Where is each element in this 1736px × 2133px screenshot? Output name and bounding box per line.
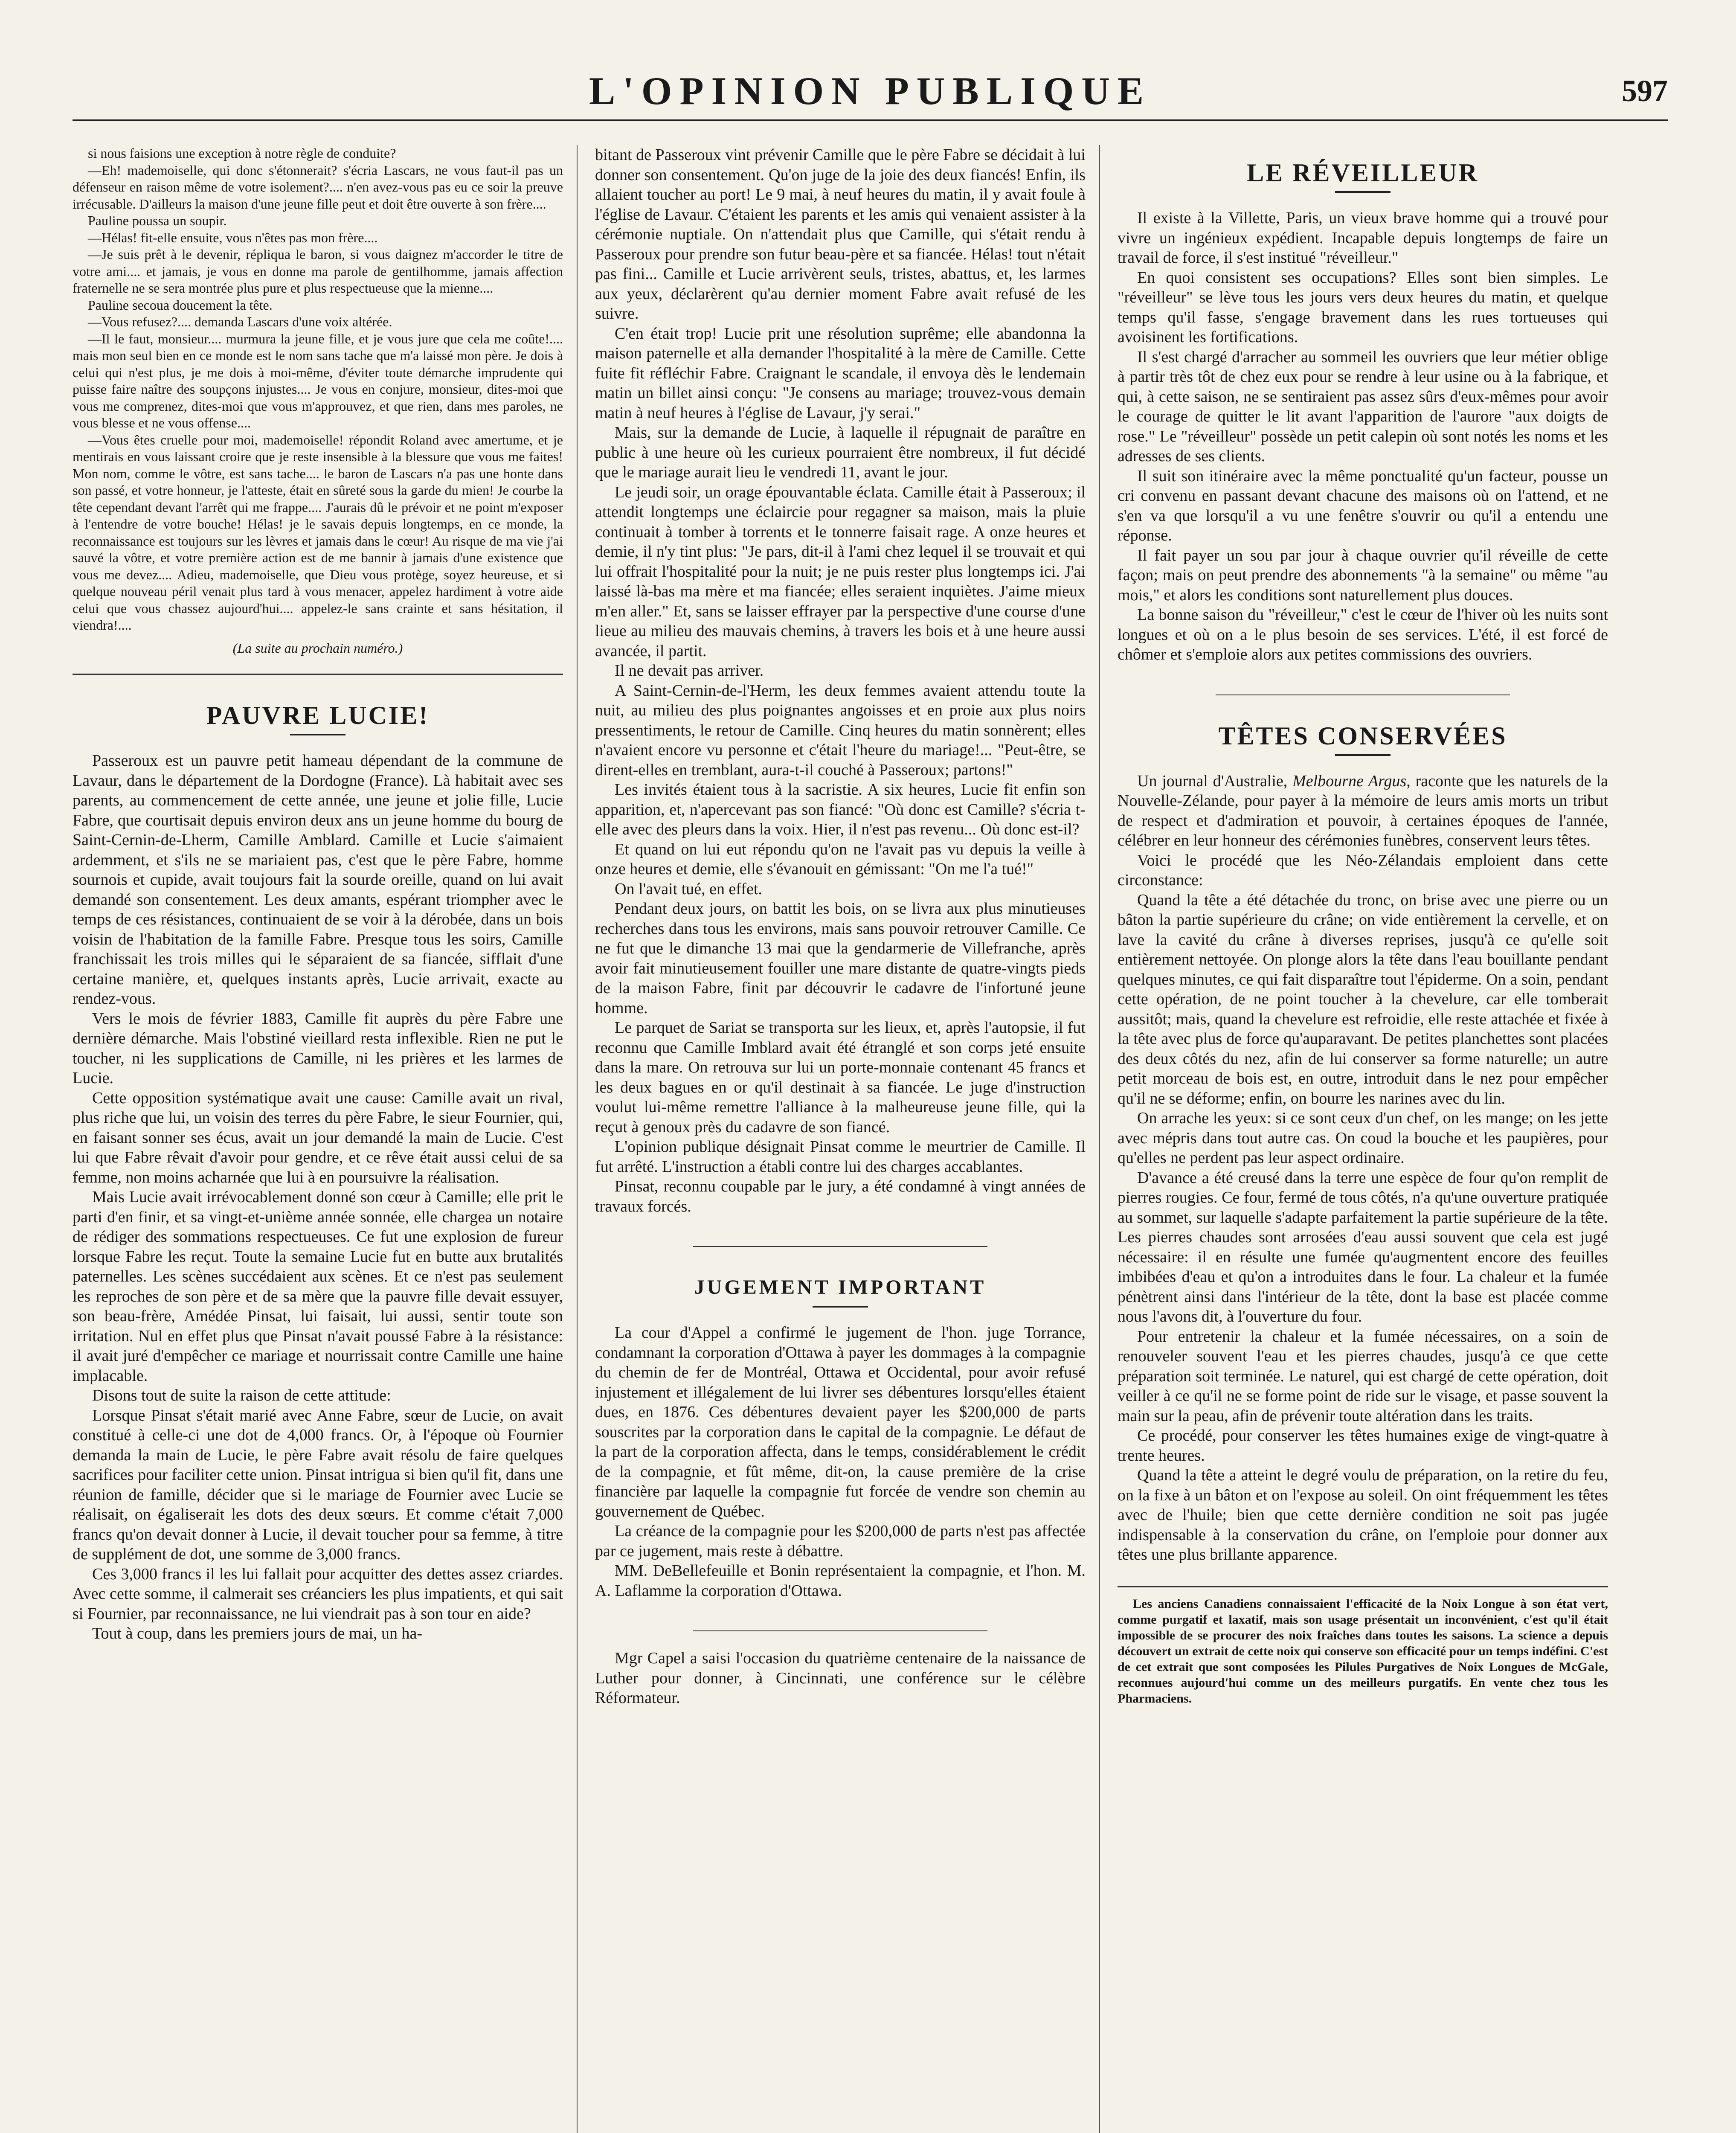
headline-ornament (290, 734, 345, 735)
column-1 (73, 145, 563, 2133)
paragraph: La cour d'Appel a confirmé le jugement de l'hon. juge Torrance, condamnant la corporation d'Ottawa à payer les dommages à la compagnie du chemin de fer de Montréal, Ottawa et Occidental, pour avoir refusé injustement et illégalement de lui livrer ses débentures lorsqu'elles étaient dues, en 1876. Ces débentures devaient payer les $200,000 de parts souscrites par la corporation dans le capital de la compagnie. Le défaut de la part de la corporation affecta, dans le temps, considérablement le crédit de la compagnie, et fût même, dit-on, la cause première de la crise financière par laquelle la compagnie fut forcée de vendre son chemin au gouvernement de Québec. (595, 1324, 1086, 1520)
column-2 (595, 145, 1086, 2133)
paragraph: Il fait payer un sou par jour à chaque ouvrier qu'il réveille de cette façon; mais on peut prendre des abonnements "à la semaine" ou même "au mois," et alors les conditions sont naturellement plus douces. (1118, 546, 1608, 604)
paragraph: —Hélas! fit-elle ensuite, vous n'êtes pas mon frère.... (88, 230, 378, 245)
paragraph: La créance de la compagnie pour les $200,000 de parts n'est pas affectée par ce jugement, mais reste à débattre. (595, 1522, 1086, 1560)
paragraph: Il s'est chargé d'arracher au sommeil les ouvriers que leur métier oblige à partir très tôt de chez eux pour se rendre à leur usine ou à la fabrique, et qui, à cette saison, ne se sentiraient pas assez sûrs d'eux-mêmes pour avoir le courage de quitter le lit avant l'apparition de l'aurore "aux doigts de rose." Le "réveilleur" possède un petit calepin où sont notés les noms et les adresses de ses clients. (1118, 348, 1608, 465)
paragraph: Il ne devait pas arriver. (615, 662, 764, 680)
page-number: 597 (1622, 74, 1668, 108)
paragraph: Pendant deux jours, on battit les bois, on se livra aux plus minutieuses recherches dans tous les environs, mais sans pouvoir retrouver Camille. Ce ne fut que le dimanche 13 mai que la gendarmerie de Villefranche, après avoir fait minutieusement fouiller une mare distante de quatre-vingts pieds de la maison Fabre, finit par découvrir le cadavre de l'infortuné jeune homme. (595, 900, 1086, 1017)
paragraph: Disons tout de suite la raison de cette attitude: (92, 1386, 391, 1404)
paragraph: D'avance a été creusé dans la terre une espèce de four qu'on remplit de pierres rougies. Ce four, fermé de tous côtés, n'a qu'une ouverture pratiquée au sommet, sur laquelle s'adapte parfaitement la partie supérieure de la tête. Les pierres chaudes sont arrosées d'eau aussi souvent que cela est jugé nécessaire: il en résulte une fumée qu'augmentent encore des feuilles imbibées d'eau et qu'on a introduites dans le four. La chaleur et la fumée pénètrent ainsi dans l'intérieur de la tête, dont la base est placée comme nous l'avons dit, à l'ouverture du four. (1118, 1168, 1608, 1325)
section-rule (693, 1246, 987, 1247)
newspaper-source: Melbourne Argus (1292, 772, 1407, 790)
advertisement (1118, 1596, 1608, 1706)
column-divider (577, 145, 578, 2133)
section-rule (1118, 1586, 1608, 1587)
paragraph: Le parquet de Sariat se transporta sur les lieux, et, après l'autopsie, il fut reconnu que Camille Imblard avait été étranglé et son corps jeté ensuite dans la mare. On retrouva sur lui un porte-monnaie contenant 45 francs et les deux bagues en or qu'il destinait à sa fiancée. Le juge d'instruction voulut lui-même remettre l'alliance à la malheureuse jeune fille, qui la reçut à genoux près du cadavre de son fiancé. (595, 1019, 1086, 1136)
paragraph: On l'avait tué, en effet. (615, 880, 762, 898)
paragraph: Et quand on lui eut répondu qu'on ne l'avait pas vu depuis la veille à onze heures et demie, elle s'évanouit en gémissant: "On me l'a tué!" (595, 840, 1086, 878)
paragraph: Vers le mois de février 1883, Camille fit auprès du père Fabre une dernière démarche. Mais l'obstiné vieillard resta inflexible. Rien ne put le toucher, ni les supplications de Camille, ni les prières et les larmes de Lucie. (73, 1009, 563, 1087)
paragraph: —Eh! mademoiselle, qui donc s'étonnerait? s'écria Lascars, ne vous faut-il pas un défenseur en raison même de votre isolement?.... n'en avez-vous pas eu ce soir la preuve irrécusable. D'ailleurs la maison d'une jeune fille peut et doit être ouverte à son frère.... (73, 162, 563, 212)
paragraph: Quand la tête a été détachée du tronc, on brise avec une pierre ou un bâton la partie supérieure du crâne; on vide entièrement la cervelle, et on lave la cavité du crâne à diverses reprises, jusqu'à ce qu'elle soit entièrement nettoyée. On plonge alors la tête dans l'eau bouillante pendant quelques minutes, ce qui fait disparaître tout l'épiderme. On a soin, pendant cette opération, de ne point toucher à la chevelure, car elle tomberait aussitôt; mais, quand la chevelure est refroidie, elle reste attachée et fixée à la tête avec plus de force qu'auparavant. De petites planchettes sont placées des deux côtés du nez, afin de lui conserver sa forme naturelle; un autre petit morceau de bois est, en outre, introduit dans le nez pour empêcher qu'il ne se déforme; enfin, on bourre les narines avec du lin. (1118, 891, 1608, 1107)
article-body (595, 1323, 1086, 1601)
paragraph: Il suit son itinéraire avec la même ponctualité qu'un facteur, pousse un cri convenu en passant devant chacune des maisons où on l'attend, et ne s'en va que lorsqu'il a vu une fenêtre s'ouvrir ou qu'il a entendu une réponse. (1118, 467, 1608, 544)
section-rule (693, 1630, 987, 1631)
paragraph-intro (1118, 771, 1608, 851)
to-be-continued: (La suite au prochain numéro.) (232, 640, 403, 656)
paragraph: Passeroux est un pauvre petit hameau dépendant de la commune de Lavaur, dans le département de la Dordogne (France). Là habitait avec ses parents, au commencement de cette année, une jeune et jolie fille, Lucie Fabre, que courtisait depuis environ deux ans un jeune homme du bourg de Saint-Cernin-de-Lherm, Camille Amblard. Camille et Lucie s'aimaient ardemment, et s'ils ne se mariaient pas, c'est que le père Fabre, homme sournois et cupide, avait toujours fait la sourde oreille, quand on lui avait demandé son consentement. Les deux amants, espérant triompher avec le temps de ces résistances, continuaient de se voir à la dérobée, dans un bois voisin de l'habitation de la famille Fabre. Presque tous les soirs, Camille franchissait les trois milles qui le séparaient de sa fiancée, sifflait d'une certaine manière, et, quelques instants après, Lucie arrivait, exacte au rendez-vous. (73, 752, 563, 1008)
paragraph: On arrache les yeux: si ce sont ceux d'un chef, on les mange; on les jette avec mépris dans tout autre cas. On coud la bouche et les paupières, pour qu'elles ne perdent pas leur aspect ordinaire. (1118, 1109, 1608, 1167)
headline-ornament (1335, 191, 1391, 193)
paragraph: Mais Lucie avait irrévocablement donné son cœur à Camille; elle prit le parti d'en finir, et sa vingt-et-unième année sonnée, elle chargea un notaire de rédiger des sommations respectueuses. Ce fut une explosion de fureur lorsque Fabre les reçut. Toute la semaine Lucie fut en butte aux brutalités paternelles. Les scènes succédaient aux scènes. Et ce n'est pas seulement les reproches de son père et de sa mère que la pauvre fille devait essuyer, son beau-frère, Amédée Pinsat, lui faisait, lui aussi, sentir toute son irritation. Nul en effet plus que Pinsat n'avait poussé Fabre à la résistance: il avait juré d'empêcher ce mariage et nourrissait contre Camille une haine implacable. (73, 1188, 563, 1385)
paragraph: Il existe à la Villette, Paris, un vieux brave homme qui a trouvé pour vivre un ingénieux expédient. Incapable depuis longtemps de faire un travail de force, il s'est institué "réveilleur." (1118, 209, 1608, 267)
article-headline: LE RÉVEILLEUR (1247, 159, 1479, 187)
paragraph: —Vous êtes cruelle pour moi, mademoiselle! répondit Roland avec amertume, et je mentirais en vous laissant croire que je reste insensible à la blessure que vous me faites! Mon nom, comme le vôtre, est sans tache.... le baron de Lascars n'a pas une honte dans son passé, et votre honneur, je l'atteste, était en sûreté sous la garde du mien! Je courbe la tête cependant devant l'arrêt qui me frappe.... J'aurais dû le prévoir et ne point m'exposer à l'entendre de votre bouche! Hélas! je le savais depuis longtemps, en ce monde, la reconnaissance est toujours sur les lèvres et jamais dans le cœur! Au risque de ma vie j'ai sauvé la vôtre, et votre première action est de me bannir à jamais d'une existence que vous me devez.... Adieu, mademoiselle, que Dieu vous protège, soyez heureuse, et si quelque nouveau péril venait plus tard à vous menacer, appelez hardiment à votre aide celui que vous chassez aujourd'hui.... appelez-le sans crainte et sans hésitation, il viendra!.... (73, 432, 563, 633)
paragraph: La bonne saison du "réveilleur," c'est le cœur de l'hiver où les nuits sont longues et où on a le plus besoin de ses services. L'été, il est forcé de chômer et s'emploie alors aux petites commissions des ouvriers. (1118, 606, 1608, 663)
column-divider (1099, 145, 1100, 2133)
paragraph: MM. DeBellefeuille et Bonin représentaient la compagnie, et l'hon. M. A. Laflamme la corporation d'Ottawa. (595, 1562, 1086, 1600)
serial-continuation (73, 145, 563, 657)
paragraph: Pauline secoua doucement la tête. (88, 297, 273, 313)
ad-text-part: , reconnues aujourd'hui comme un des meilleurs purgatifs. En vente chez tous les Pharmaciens. (1118, 1659, 1608, 1706)
paragraph: —Je suis prêt à le devenir, répliqua le baron, si vous daignez m'accorder le titre de votre ami.... et jamais, je vous en donne ma parole de gentilhomme, jamais affection fraternelle ne se sera montrée plus pure et plus respectueuse que la mienne.... (73, 247, 563, 296)
article-headline: JUGEMENT IMPORTANT (694, 1276, 987, 1299)
paragraph: Pauline poussa un soupir. (88, 213, 227, 228)
article-body (595, 145, 1086, 1216)
paragraph: Tout à coup, dans les premiers jours de mai, un ha- (92, 1624, 423, 1642)
intro-text: , raconte que les naturels de la Nouvelle-Zélande, pour payer à la mémoire de leurs amis morts un tribut de respect et d'admiration et pouvoir, à certaines époques de l'année, célébrer en leur honneur des cérémonies funèbres, conservent leurs têtes. (1118, 772, 1608, 849)
article-headline: PAUVRE LUCIE! (206, 701, 430, 729)
article-body (1118, 208, 1608, 665)
newspaper-title: L'OPINION PUBLIQUE (589, 69, 1152, 113)
paragraph: Ce procédé, pour conserver les têtes humaines exige de vingt-quatre à trente heures. (1118, 1427, 1608, 1465)
paragraph: Cette opposition systématique avait une cause: Camille avait un rival, plus riche que lui, un voisin des terres du père Fabre, le sieur Fournier, qui, en faisant sonner ses écus, avait un jour demandé la main de Lucie. C'est lui que Fabre rêvait d'avoir pour gendre, et ce rêve était aussi celui de sa femme, non moins acharnée que lui à en poursuivre la réalisation. (73, 1089, 563, 1186)
article-body (73, 751, 563, 1644)
masthead (73, 64, 1668, 121)
ad-text (1118, 1596, 1608, 1706)
ad-text-part: Les anciens Canadiens connaissaient l'efficacité de la Noix Longue à son état vert, comme purgatif et laxatif, mais son usage présentait un inconvénient, c'est qu'il était impossible de se procurer des noix fraîches dans toutes les saisons. La science a depuis découvert un extrait de cette noix qui conserve son efficacité pour un temps indéfini. C'est de cet extrait que sont composées les Pilules Purgatives de Noix Longues de (1118, 1596, 1608, 1674)
article-body (1118, 771, 1608, 1565)
paragraph: Pour entretenir la chaleur et la fumée nécessaires, on a soin de renouveler souvent l'eau et les pierres chaudes, jusqu'à ce que cette préparation soit terminée. Le naturel, qui est chargé de cette opération, doit veiller à ce qu'il ne se forme point de ride sur le visage, et passe souvent la main sur la peau, afin de prévenir toute altération dans les traits. (1118, 1327, 1608, 1425)
paragraph: En quoi consistent ses occupations? Elles sont bien simples. Le "réveilleur" se lève tous les jours vers deux heures du matin, et quelque temps qu'il fasse, s'engage bravement dans les rues tortueuses qui avoisinent les fortifications. (1118, 268, 1608, 346)
paragraph: A Saint-Cernin-de-l'Herm, les deux femmes avaient attendu toute la nuit, au milieu des plus poignantes angoisses et en proie aux plus noirs pressentiments, le retour de Camille. Cinq heures du matin sonnèrent; elles n'avaient encore vu personne et c'était l'heure du mariage!... "Peut-être, se dirent-elles en tremblant, aura-t-il couché à Passeroux; partons!" (595, 681, 1086, 779)
ad-brand: McGale (1559, 1659, 1605, 1674)
paragraph: C'en était trop! Lucie prit une résolution suprême; elle abandonna la maison paternelle et alla demander l'hospitalité à la mère de Camille. Cette fuite fit réfléchir Fabre. Craignant le scandale, il envoya dès le lendemain matin un billet ainsi conçu: "Je consens au mariage; trouvez-vous demain matin à neuf heures à l'église de Lavaur, j'y serai." (595, 324, 1086, 422)
paragraph: Les invités étaient tous à la sacristie. A six heures, Lucie fit enfin son apparition, et, n'apercevant pas son fiancé: "Où donc est Camille? s'écria t-elle avec des pleurs dans la voix. Hier, il n'est pas revenu... Où donc est-il? (595, 781, 1086, 838)
paragraph: Voici le procédé que les Néo-Zélandais emploient dans cette circonstance: (1118, 851, 1608, 889)
intro-text: Un journal d'Australie, (1137, 772, 1293, 790)
paragraph: Quand la tête a atteint le degré voulu de préparation, on la retire du feu, on la fixe à un bâton et on l'expose au soleil. On oint fréquemment les têtes avec de l'huile; bien que cette dernière condition ne soit pas jugée indispensable à la conservation du crâne, on l'emploie pour donner aux têtes une plus brillante apparence. (1118, 1466, 1608, 1563)
section-rule (73, 674, 563, 675)
column-3 (1118, 145, 1608, 2133)
paragraph: —Il le faut, monsieur.... murmura la jeune fille, et je vous jure que cela me coûte!.... mais mon seul bien en ce monde est le nom sans tache que m'a laissé mon père. Je dois à celui qui n'est plus, je me dois à moi-même, d'éviter toute démarche imprudente qui puisse faire naître des soupçons injustes.... Je vous en conjure, monsieur, dites-moi que vous me comprenez, dites-moi que vous m'approuvez, et que rien, dans mes paroles, ne vous blesse et ne vous offense.... (73, 331, 563, 430)
paragraph: bitant de Passeroux vint prévenir Camille que le père Fabre se décidait à lui donner son consentement. Qu'on juge de la joie des deux fiancés! Enfin, ils allaient toucher au port! Le 9 mai, à neuf heures du matin, il y avait foule à l'église de Lavaur. C'étaient les parents et les amis qui venaient assister à la cérémonie nuptiale. On n'attendait plus que Camille, qui s'était rendu à Passeroux pour prendre son futur beau-père et sa fiancée. Hélas! tout n'était pas fini... Camille et Lucie arrivèrent seuls, tristes, abattus, et, les larmes aux yeux, déclarèrent qu'au dernier moment Fabre avait refusé de les suivre. (595, 146, 1086, 323)
paragraph: Ces 3,000 francs il les lui fallait pour acquitter des dettes assez criardes. Avec cette somme, il calmerait ses créanciers les plus impatients, et qui sait si Fournier, par reconnaissance, ne lui viendrait pas à son tour en aide? (73, 1565, 563, 1623)
article-headline: TÊTES CONSERVÉES (1218, 721, 1507, 750)
headline-ornament (813, 1306, 868, 1308)
paragraph: si nous faisions une exception à notre règle de conduite? (88, 145, 396, 161)
paragraph: Le jeudi soir, un orage épouvantable éclata. Camille était à Passeroux; il attendit longtemps une éclaircie pour regagner sa maison, mais la pluie continuait à tomber à torrents et le tonnerre faisait rage. A onze heures et demie, il n'y tint plus: "Je pars, dit-il à l'ami chez lequel il se trouvait et qui lui offrait l'hospitalité pour la nuit; je ne puis rester plus longtemps ici. J'ai laissé là-bas ma mère et ma fiancée; elles seraient inquiètes. J'aime mieux m'en aller." Et, sans se laisser effrayer par la perspective d'une course d'une lieue au milieu des mauvais chemins, à travers les bois et à une heure aussi avancée, il partit. (595, 483, 1086, 660)
paragraph: Lorsque Pinsat s'était marié avec Anne Fabre, sœur de Lucie, on avait constitué à celle-ci une dot de 4,000 francs. Or, à l'époque où Fournier demanda la main de Lucie, le père Fabre avait résolu de faire quelques sacrifices pour faciliter cette union. Pinsat intrigua si bien qu'il fit, dans une réunion de famille, décider que si le mariage de Fournier avec Lucie se réalisait, on égaliserait les dots des deux sœurs. Et comme c'était 7,000 francs qu'on devait donner à Lucie, il devait toucher pour sa femme, à titre de supplément de dot, une somme de 3,000 francs. (73, 1406, 563, 1563)
paragraph: Mais, sur la demande de Lucie, à laquelle il répugnait de paraître en public à une heure où les curieux pourraient être nombreux, il fut décidé que le mariage aurait lieu le vendredi 11, avant le jour. (595, 424, 1086, 481)
paragraph: —Vous refusez?.... demanda Lascars d'une voix altérée. (88, 314, 392, 329)
paragraph: L'opinion publique désignait Pinsat comme le meurtrier de Camille. Il fut arrêté. L'instruction a établi contre lui des charges accablantes. (595, 1138, 1086, 1176)
paragraph: Pinsat, reconnu coupable par le jury, a été condamné à vingt années de travaux forcés. (595, 1177, 1086, 1215)
headline-ornament (1335, 754, 1391, 756)
news-item: Mgr Capel a saisi l'occasion du quatrième centenaire de la naissance de Luther pour donner, à Cincinnati, une conférence sur le célèbre Réformateur. (595, 1649, 1086, 1707)
